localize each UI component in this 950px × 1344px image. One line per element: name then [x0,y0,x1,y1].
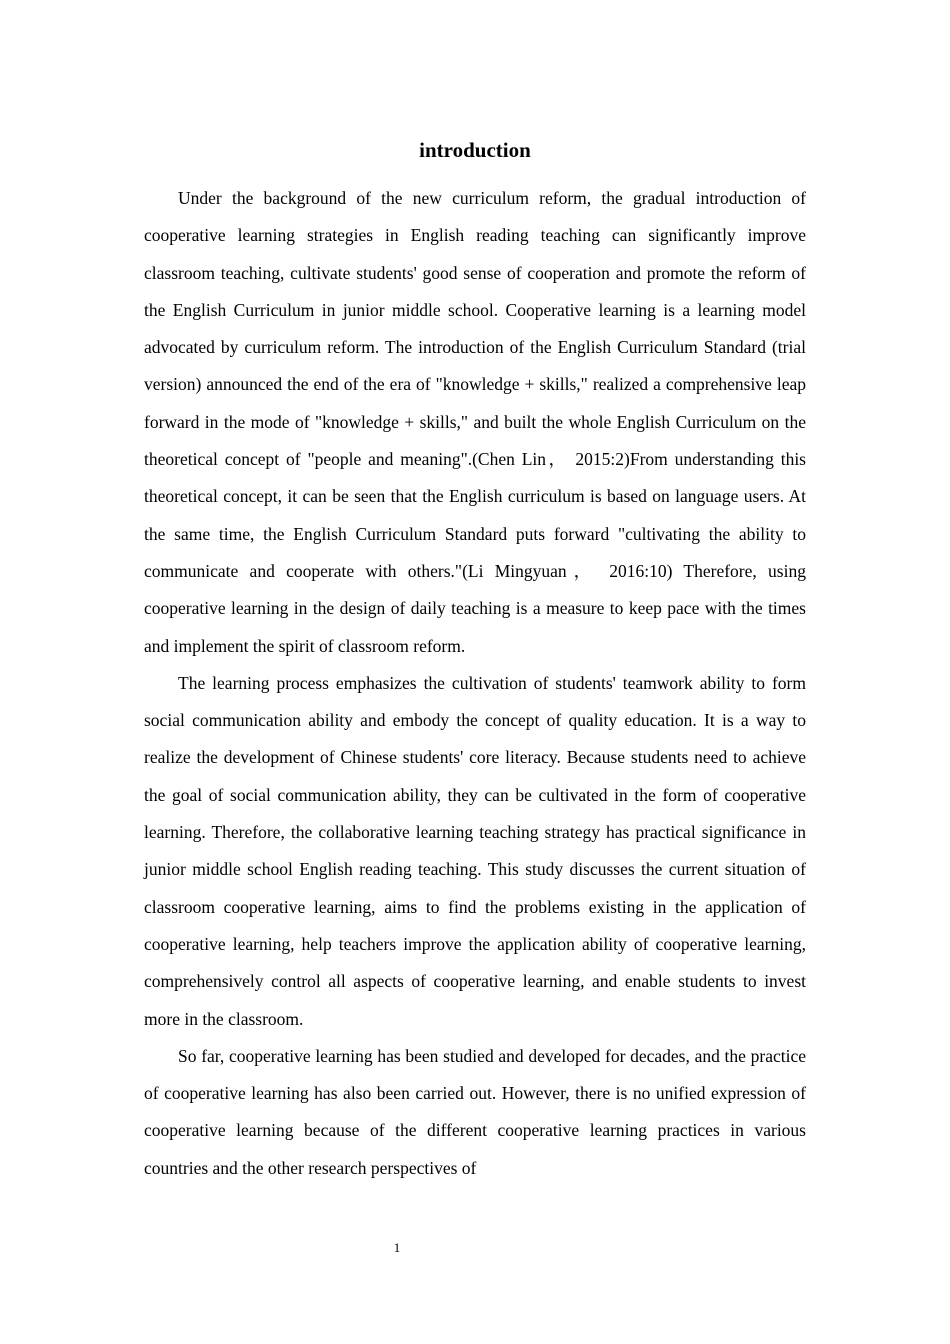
section-title: introduction [419,138,531,162]
paragraph-2: The learning process emphasizes the cultivation of students' teamwork ability to form social communication ability and embody the concept of quality education. It is a way to realize the development of Chinese students' core literacy. Because students need to achieve the goal of social communication ability, they can be cultivated in the form of cooperative learning. Therefore, the collaborative learning teaching strategy has practical significance in junior middle school English reading teaching. This study discusses the current situation of classroom cooperative learning, aims to find the problems existing in the application of cooperative learning, help teachers improve the application ability of cooperative learning, comprehensively control all aspects of cooperative learning, and enable students to invest more in the classroom. [144,672,806,1029]
page-number: 1 [393,1240,401,1255]
paragraph-3: So far, cooperative learning has been studied and developed for decades, and the practice of cooperative learning has also been carried out. However, there is no unified expression of cooperative learning because of the different cooperative learning practices in various countries and the other research perspectives of [144,1045,806,1178]
page-content [144,134,806,1187]
paragraph-1: Under the background of the new curriculum reform, the gradual introduction of cooperative learning strategies in English reading teaching can significantly improve classroom teaching, cultivate students' good sense of cooperation and promote the reform of the English Curriculum in junior middle school. Cooperative learning is a learning model advocated by curriculum reform. The introduction of the English Curriculum Standard (trial version) announced the end of the era of "knowledge + skills," realized a comprehensive leap forward in the mode of "knowledge + skills," and built the whole English Curriculum on the theoretical concept of "people and meaning".(Chen Lin， 2015:2)From understanding this theoretical concept, it can be seen that the English curriculum is based on language users. At the same time, the English Curriculum Standard puts forward "cultivating the ability to communicate and cooperate with others."(Li Mingyuan， 2016:10) Therefore, using cooperative learning in the design of daily teaching is a measure to keep pace with the times and implement the spirit of classroom reform. [144,188,806,656]
